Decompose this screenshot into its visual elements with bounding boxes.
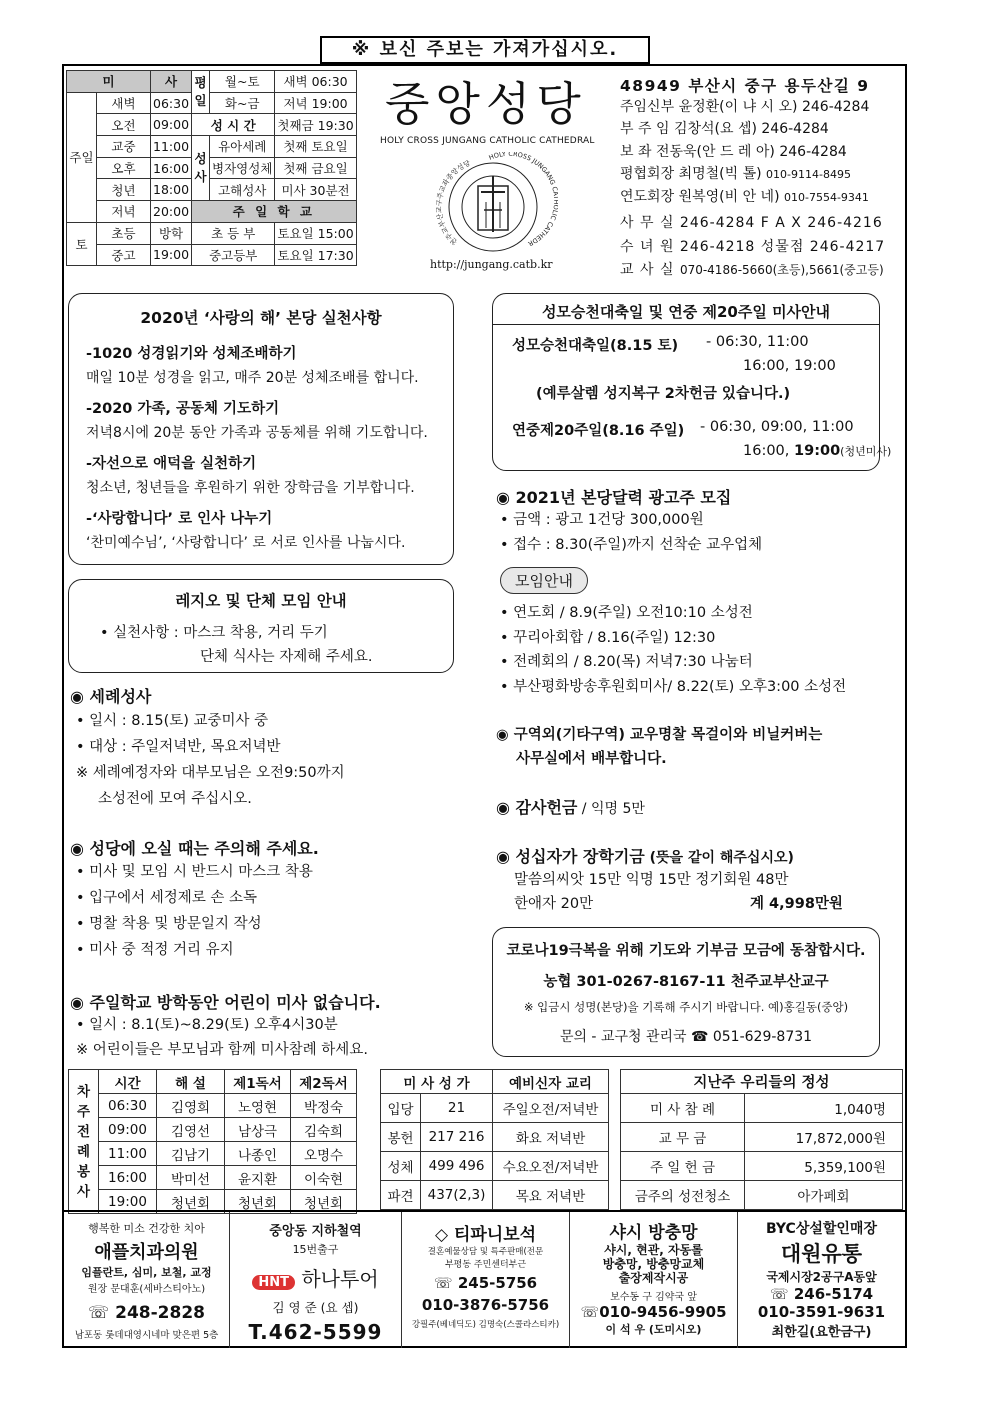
- liturgy-cell: 19:00: [99, 1190, 157, 1214]
- sacrament-when: 첫째 금요일: [275, 157, 356, 179]
- sacrament-label: 성 사: [192, 136, 210, 201]
- meetings-pill: 모임안내: [500, 567, 588, 594]
- meeting-line: • 전례회의 / 8.20(목) 저녁7:30 나눔터: [500, 654, 753, 670]
- ad-phone: 010-3591-9631: [757, 1303, 886, 1321]
- meeting-line: • 꾸리아회합 / 8.16(주일) 12:30: [500, 629, 716, 646]
- assumption-day1: 성모승천대축일(8.15 토): [512, 338, 679, 354]
- ad-phone: ☏ 246-5174: [769, 1285, 874, 1303]
- liturgy-cell: 박정숙: [291, 1094, 357, 1118]
- liturgy-cell: 청년회: [157, 1190, 225, 1214]
- love-item-head: -2020 가족, 공동체 기도하기: [86, 401, 280, 417]
- meeting-line: • 연도회 / 8.9(주일) 오전10:10 소성전: [500, 605, 753, 621]
- ad-owner: 강필주(베네딕도) 김명숙(스콜라스티카): [411, 1320, 560, 1330]
- assumption-note: (예루살렘 성지복구 2차헌금 있습니다.): [536, 386, 791, 402]
- church-name: 중앙성당: [385, 77, 587, 131]
- ad-desc: 샤시, 현관, 자동롤: [604, 1243, 703, 1257]
- ad-name: 애플치과의원: [94, 1242, 199, 1263]
- choir-cell: 217 216: [421, 1123, 493, 1152]
- ad-location: 보수동 구 김약국 앞: [610, 1292, 697, 1303]
- name-tag-line: ◉ 구역외(기타구역) 교우명찰 목걸이와 비닐커버는: [496, 727, 823, 743]
- school-name: 초 등 부: [192, 222, 275, 244]
- baptism-lines: [76, 708, 345, 812]
- choir-cell: 21: [421, 1094, 493, 1123]
- offering-label: 금주의 성전청소: [621, 1181, 745, 1210]
- liturgy-cell: 이숙현: [291, 1166, 357, 1190]
- ad-location: 남포동 롯데대영시네마 맞은편 5층: [74, 1330, 219, 1341]
- caution-line: • 미사 중 적정 거리 유지: [76, 942, 234, 958]
- ad-screen: [570, 1212, 738, 1348]
- catechism-cell: 화요 저녁반: [493, 1123, 609, 1152]
- ad-owner: 최한길(요한금구): [771, 1325, 872, 1340]
- sacrament-name: 고해성사: [210, 179, 275, 201]
- scholarship-total: 계 4,998만원: [750, 896, 843, 912]
- catechism-cell: 목요 저녁반: [493, 1181, 609, 1210]
- calendar-ad-line: • 금액 : 광고 1건당 300,000원: [500, 512, 704, 528]
- offering-value: 아가페회: [745, 1181, 903, 1210]
- school-break-lines: [76, 1013, 368, 1063]
- school-break-title: ◉ 주일학교 방학동안 어린이 미사 없습니다.: [70, 993, 381, 1012]
- liturgy-cell: 16:00: [99, 1166, 157, 1190]
- ad-phone: ☏010-9456-9905: [580, 1303, 727, 1321]
- sunday-row-label: 새벽: [97, 92, 151, 114]
- sunday-row-time: 20:00: [151, 201, 192, 223]
- liturgy-cell: 김숙희: [291, 1118, 357, 1142]
- liturgy-cell: 김영희: [157, 1094, 225, 1118]
- offering-label: 주 일 헌 금: [621, 1152, 745, 1181]
- weekday-time: 06:30: [311, 74, 348, 90]
- weekday-label-text: 새벽: [283, 74, 308, 90]
- staff-row: 평협회장 최명철(빅 톨) 010-9114-8495: [620, 165, 851, 182]
- love-item-body: ‘찬미예수님’, ‘사랑합니다’ 로 서로 인사를 나눕시다.: [86, 535, 406, 551]
- sunday-row-time: 11:00: [151, 136, 192, 158]
- sacrament-name: 유아세례: [210, 136, 275, 158]
- love-year-items: [86, 342, 428, 555]
- corona-title: 코로나19극복을 위해 기도와 기부금 모금에 동참합시다.: [506, 943, 866, 959]
- ad-desc: 방충망, 방충망교체: [602, 1257, 705, 1271]
- cathedral-seal-icon: [428, 152, 558, 260]
- seal-text-en: HOLY CROSS JUNGANG IC CATHEDR: [487, 152, 558, 248]
- sacrament-when: 첫째 토요일: [275, 136, 356, 158]
- staff-row: 보 좌 전동욱(안 드 레 아) 246-4284: [620, 143, 847, 160]
- ad-owner: 김 영 준 (요 셉): [272, 1300, 359, 1315]
- saturday-row-label: 초등: [97, 222, 151, 244]
- sunday-label: 주일: [67, 92, 97, 222]
- liturgy-cell: 09:00: [99, 1118, 157, 1142]
- scholarship-title: ◉ 성십자가 장학기금 (뜻을 같이 해주십시오): [496, 847, 794, 866]
- holy-hour-label: 성 시 간: [192, 114, 275, 136]
- liturgy-cell: 윤지환: [225, 1166, 291, 1190]
- ad-jewelry: [402, 1212, 570, 1348]
- choir-cell: 437(2,3): [421, 1181, 493, 1210]
- liturgy-cell: 11:00: [99, 1142, 157, 1166]
- liturgy-header: 제1독서: [225, 1070, 291, 1094]
- liturgy-cell: 남상극: [225, 1118, 291, 1142]
- catechism-header: 예비신자 교리: [493, 1070, 609, 1094]
- baptism-line: ※ 세례예정자와 대부모님은 오전9:50까지: [76, 765, 345, 781]
- liturgy-table: [68, 1069, 357, 1214]
- sunday-row-time: 09:00: [151, 114, 192, 136]
- mass-schedule-table: [66, 70, 357, 266]
- offering-title: 지난주 우리들의 정성: [621, 1070, 903, 1094]
- saturday-label: 토: [67, 222, 97, 265]
- ads-strip: [64, 1210, 905, 1346]
- caution-line: • 입구에서 세정제로 손 소독: [76, 890, 258, 906]
- ad-tag: 행복한 미소 건강한 치아: [88, 1222, 205, 1235]
- ad-sub: 15번출구: [292, 1243, 339, 1256]
- choir-cell: 입당: [381, 1094, 421, 1123]
- offering-value: 5,359,100원: [745, 1152, 903, 1181]
- catechism-cell: 주일오전/저녁반: [493, 1094, 609, 1123]
- ad-owner: 이 석 우 (도미시오): [605, 1323, 702, 1336]
- calendar-ad-lines: [500, 508, 762, 558]
- liturgy-cell: 나종인: [225, 1142, 291, 1166]
- assumption-times2b: 16:00, 19:00(청년미사): [743, 443, 892, 459]
- name-tag-notice: [496, 723, 822, 771]
- sunday-row-time: 16:00: [151, 157, 192, 179]
- sunday-school-label: 주 일 학 교: [192, 201, 357, 223]
- school-when: 토요일 17:30: [275, 244, 356, 266]
- offering-label: 미 사 참 례: [621, 1094, 745, 1123]
- calendar-ad-line: • 접수 : 8.30(주일)까지 선착순 교우업체: [500, 537, 763, 553]
- school-when: 토요일 15:00: [275, 222, 356, 244]
- assumption-times1: - 06:30, 11:00: [706, 334, 809, 350]
- saturday-row-time: 19:00: [151, 244, 192, 266]
- seal-text-ko: 천주교부산교구주교좌중앙성당: [435, 159, 472, 247]
- caution-title: ◉ 성당에 오실 때는 주의해 주세요.: [70, 839, 319, 858]
- assumption-times2: - 06:30, 09:00, 11:00: [700, 419, 854, 435]
- assumption-times1b: 16:00, 19:00: [743, 358, 836, 374]
- meeting-line: • 부산평화방송후원회미사/ 8.22(토) 오후3:00 소성전: [500, 678, 847, 695]
- ad-travel: [230, 1212, 402, 1348]
- assumption-day2: 연중제20주일(8.16 주일): [512, 423, 685, 439]
- offering-label: 교 무 금: [621, 1123, 745, 1152]
- weekday-label-text: 저녁: [283, 96, 308, 112]
- sunday-row-label: 오후: [97, 157, 151, 179]
- choir-cell: 499 496: [421, 1152, 493, 1181]
- ad-name: 샤시 방충망: [609, 1223, 698, 1243]
- love-item-body: 청소년, 청년들을 후원하기 위한 장학금을 기부합니다.: [86, 480, 415, 496]
- thanks-offering: ◉ 감사헌금 / 익명 5만: [496, 798, 645, 817]
- school-break-line: • 일시 : 8.1(토)~8.29(토) 오후4시30분: [76, 1017, 338, 1033]
- baptism-line: • 일시 : 8.15(토) 교중미사 중: [76, 713, 269, 729]
- catechism-cell: 수요오전/저녁반: [493, 1152, 609, 1181]
- scholarship-line: 한애자 20만: [514, 896, 594, 912]
- contact-row: 사 무 실 246-4284 F A X 246-4216: [620, 215, 883, 231]
- ad-tag: 중앙동 지하철역: [269, 1224, 362, 1239]
- ad-desc: 출장제작시공: [618, 1271, 689, 1285]
- ad-jewelry-brand: [402, 1220, 569, 1245]
- staff-row: 부 주 임 김창석(요 셉) 246-4284: [620, 121, 829, 138]
- weekday-label: 평 일: [192, 71, 210, 114]
- liturgy-cell: 김남기: [157, 1142, 225, 1166]
- school-name: 중고등부: [192, 244, 275, 266]
- caution-line: • 미사 및 모임 시 반드시 마스크 착용: [76, 864, 313, 880]
- legio-title: 레지오 및 단체 모임 안내: [175, 592, 347, 610]
- ad-phone: 010-3876-5756: [421, 1296, 550, 1314]
- sunday-row-time: 06:30: [151, 92, 192, 114]
- liturgy-cell: 김영선: [157, 1118, 225, 1142]
- hnt-logo-icon: HNT: [252, 1275, 295, 1290]
- ad-name: 티파니보석: [453, 1225, 537, 1245]
- corona-contact: 문의 - 교구청 관리국 ☎ 051-629-8731: [559, 1029, 813, 1045]
- staff-list: [620, 96, 869, 209]
- choir-header: 미 사 성 가: [381, 1070, 493, 1094]
- ad-name: 하나투어: [301, 1267, 379, 1291]
- baptism-line: 소성전에 모여 주십시오.: [98, 791, 252, 807]
- liturgy-cell: 청년회: [291, 1190, 357, 1214]
- school-break-line: ※ 어린이들은 부모님과 함께 미사참례 하세요.: [76, 1042, 368, 1058]
- caution-lines: [76, 859, 313, 963]
- love-item-body: 저녁8시에 20분 동안 가족과 공동체를 위해 기도합니다.: [86, 425, 428, 441]
- sunday-row-label: 교중: [97, 136, 151, 158]
- liturgy-header: 제2독서: [291, 1070, 357, 1094]
- church-name-en: HOLY CROSS JUNGANG CATHOLIC CATHEDRAL: [380, 136, 595, 146]
- ad-byc: [738, 1212, 905, 1348]
- sunday-row-label: 오전: [97, 114, 151, 136]
- choir-cell: 성체: [381, 1152, 421, 1181]
- liturgy-side-label: 차주전례봉사: [69, 1070, 99, 1214]
- love-year-title: 2020년 ‘사랑의 해’ 본당 실천사항: [140, 309, 382, 327]
- assumption-title: 성모승천대축일 및 연중 제20주일 미사안내: [541, 303, 831, 321]
- ad-desc: 임플란트, 심미, 보철, 교정: [81, 1266, 212, 1279]
- liturgy-cell: 06:30: [99, 1094, 157, 1118]
- ad-dental: [64, 1212, 230, 1348]
- saturday-row-label: 중고: [97, 244, 151, 266]
- sacrament-when: 미사 30분전: [275, 179, 356, 201]
- ad-phone: ☏ 248-2828: [87, 1303, 206, 1323]
- baptism-line: • 대상 : 주일저녁반, 목요저녁반: [76, 739, 281, 755]
- name-tag-line: 사무실에서 배부합니다.: [516, 751, 667, 767]
- love-item-body: 매일 10분 성경을 읽고, 매주 20분 성체조배를 합니다.: [86, 370, 419, 386]
- weekday-time: 19:00: [311, 96, 348, 112]
- contact-row: 수 녀 원 246-4218 성물점 246-4217: [620, 238, 886, 255]
- choir-cell: 파견: [381, 1181, 421, 1210]
- liturgy-cell: 박미선: [157, 1166, 225, 1190]
- ad-phone: ☏ 245-5756: [433, 1274, 538, 1292]
- love-item-head: -자선으로 애덕을 실천하기: [86, 456, 257, 472]
- sunday-row-time: 18:00: [151, 179, 192, 201]
- staff-row: 연도회장 원복영(비 안 네) 010-7554-9341: [620, 189, 869, 206]
- diamond-icon: ◇: [434, 1225, 449, 1245]
- liturgy-cell: 청년회: [225, 1190, 291, 1214]
- sunday-row-label: 저녁: [97, 201, 151, 223]
- liturgy-header: 해 설: [157, 1070, 225, 1094]
- contact-row: 교 사 실 070-4186-5660(초등),5661(중고등): [620, 262, 884, 278]
- holy-hour-value: 첫째금 19:30: [275, 114, 356, 136]
- ad-travel-brand: [230, 1263, 401, 1292]
- corona-account: 농협 301-0267-8167-11 천주교부산교구: [543, 974, 829, 990]
- liturgy-cell: 노영현: [225, 1094, 291, 1118]
- caution-line: • 명찰 착용 및 방문일지 작성: [76, 916, 262, 932]
- office-contacts: [620, 212, 885, 283]
- church-url[interactable]: http://jungang.catb.kr: [430, 258, 553, 271]
- assumption-divider: [492, 324, 880, 325]
- baptism-title: ◉ 세례성사: [70, 687, 152, 706]
- ad-name: 대원유통: [780, 1242, 863, 1266]
- mass-choir-table: [380, 1069, 609, 1210]
- staff-row: 주임신부 윤정환(이 냐 시 오) 246-4284: [620, 99, 870, 115]
- legio-line: 단체 식사는 자제해 주세요.: [200, 649, 373, 665]
- church-address: 48949 부산시 중구 용두산길 9: [620, 77, 870, 95]
- ad-phone: T.462-5599: [248, 1320, 383, 1344]
- weekday-day: 화~금: [210, 92, 275, 114]
- liturgy-header: 시간: [99, 1070, 157, 1094]
- offering-table: [620, 1069, 903, 1210]
- ad-desc: 결혼예물상담 및 특주판매(전문: [427, 1247, 544, 1257]
- sacrament-name: 병자영성체: [210, 157, 275, 179]
- ad-location: 국제시장2공구A동앞: [766, 1270, 877, 1284]
- weekday-day: 월~토: [210, 71, 275, 93]
- love-item-head: -‘사랑합니다’ 로 인사 나누기: [86, 511, 273, 527]
- meetings-lines: [500, 601, 846, 699]
- scholarship-line: 말씀의씨앗 15만 익명 15만 정기회원 48만: [514, 872, 789, 888]
- love-item-head: -1020 성경읽기와 성체조배하기: [86, 346, 297, 362]
- saturday-row-time: 방학: [151, 222, 192, 244]
- calendar-ad-title: ◉ 2021년 본당달력 광고주 모집: [496, 488, 732, 507]
- offering-value: 1,040명: [745, 1094, 903, 1123]
- corona-note: ※ 입금시 성명(본당)을 기록해 주시기 바랍니다. 예)홍길동(중앙): [523, 1000, 849, 1014]
- sunday-row-label: 청년: [97, 179, 151, 201]
- ad-tag: BYC상설할인매장: [766, 1221, 877, 1237]
- mass-header-sa: 사: [151, 71, 192, 93]
- mass-header: 미: [67, 71, 151, 93]
- legio-line: • 실천사항 : 마스크 착용, 거리 두기: [100, 625, 328, 641]
- notice-banner: ※ 보신 주보는 가져가십시오.: [320, 36, 650, 64]
- choir-cell: 봉헌: [381, 1123, 421, 1152]
- ad-owner: 원장 문대훈(세바스티아노): [87, 1284, 206, 1295]
- liturgy-cell: 오명수: [291, 1142, 357, 1166]
- ad-desc: 부평동 주민센터부근: [444, 1260, 527, 1270]
- offering-value: 17,872,000원: [745, 1123, 903, 1152]
